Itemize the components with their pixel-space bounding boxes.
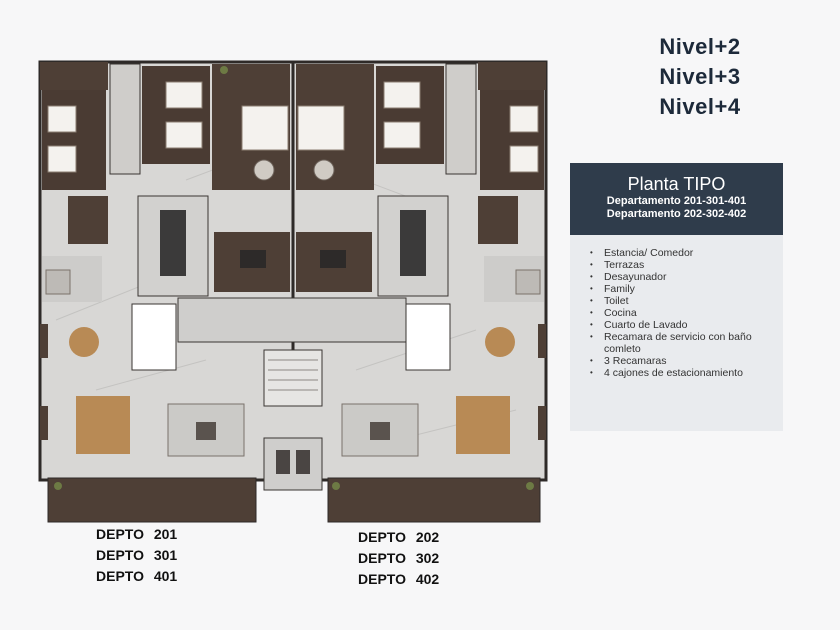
info-panel-header bbox=[570, 163, 783, 235]
unit-label: DEPTO 201 bbox=[96, 526, 178, 542]
amenity-item: • Terrazas bbox=[604, 259, 783, 271]
breakfast-table-left bbox=[69, 327, 99, 357]
dining-table-left bbox=[76, 396, 130, 454]
info-panel bbox=[570, 163, 783, 431]
amenity-item: • 3 Recamaras bbox=[604, 355, 783, 367]
amenity-item: • Estancia/ Comedor bbox=[604, 247, 783, 259]
dining-table-right bbox=[456, 396, 510, 454]
panel-title: Planta TIPO bbox=[627, 174, 726, 194]
floor-plan-image bbox=[36, 60, 550, 524]
amenity-item: • 4 cajones de estacionamiento bbox=[604, 367, 783, 379]
bedroom-2-right bbox=[376, 66, 444, 164]
terrace-top-left bbox=[40, 62, 108, 90]
unit-labels-left bbox=[96, 524, 177, 587]
amenities-list bbox=[570, 247, 783, 379]
amenity-item: • Family bbox=[604, 283, 783, 295]
levels-title bbox=[600, 32, 800, 122]
amenity-item: • Desayunador bbox=[604, 271, 783, 283]
unit-label: DEPTO 402 bbox=[358, 571, 440, 587]
bedroom-1-right bbox=[480, 90, 544, 190]
terrace-front-left bbox=[48, 478, 256, 522]
unit-label: DEPTO 301 bbox=[96, 547, 178, 563]
terrace-front-right bbox=[328, 478, 540, 522]
unit-label: DEPTO 401 bbox=[96, 568, 178, 584]
level-label: Nivel+4 bbox=[659, 94, 741, 119]
unit-labels-right bbox=[358, 527, 439, 590]
amenity-item: • Cocina bbox=[604, 307, 783, 319]
panel-subtitle: Departamento 202-302-402 bbox=[606, 208, 747, 220]
breakfast-table-right bbox=[485, 327, 515, 357]
unit-label: DEPTO 302 bbox=[358, 550, 440, 566]
amenity-item: • Recamara de servicio con baño comleto bbox=[604, 331, 783, 355]
amenity-item: • Toilet bbox=[604, 295, 783, 307]
panel-subtitle: Departamento 201-301-401 bbox=[606, 195, 747, 207]
level-label: Nivel+3 bbox=[659, 64, 741, 89]
unit-label: DEPTO 202 bbox=[358, 529, 440, 545]
bedroom-1-left bbox=[42, 90, 106, 190]
bedroom-2-left bbox=[142, 66, 210, 164]
terrace-top-right bbox=[478, 62, 546, 90]
amenity-item: • Cuarto de Lavado bbox=[604, 319, 783, 331]
level-label: Nivel+2 bbox=[659, 34, 741, 59]
